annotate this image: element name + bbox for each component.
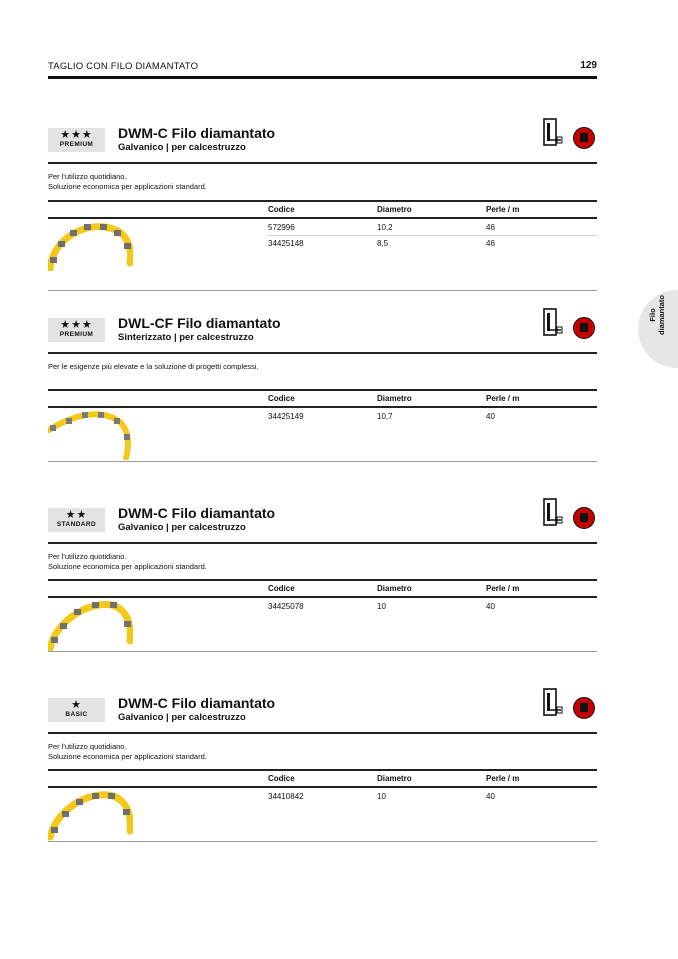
description-line: Per l'utilizzo quotidiano.	[48, 172, 127, 181]
product-subtitle: Sinterizzato | per calcestruzzo	[118, 332, 254, 343]
diamond-wire-image	[48, 599, 133, 651]
cell-code: 34425148	[268, 239, 304, 248]
table-header-rule	[48, 596, 597, 598]
product-description	[48, 172, 207, 192]
cell-beads: 40	[486, 602, 495, 611]
cell-diameter: 10,7	[377, 412, 393, 421]
wire-saw-machine-icon	[543, 118, 563, 146]
product-section	[48, 690, 597, 845]
product-subtitle: Galvanico | per calcestruzzo	[118, 712, 246, 723]
cell-diameter: 10	[377, 602, 386, 611]
rating-stars: ★	[71, 699, 82, 711]
section-rule	[48, 162, 597, 164]
rating-label: PREMIUM	[59, 141, 94, 148]
col-header-beads: Perle / m	[486, 394, 520, 403]
product-title: DWL-CF Filo diamantato	[118, 315, 281, 331]
col-header-diameter: Diametro	[377, 584, 412, 593]
rating-stars: ★★★	[60, 319, 93, 331]
rating-label: PREMIUM	[59, 331, 94, 338]
cell-code: 34425078	[268, 602, 304, 611]
cell-diameter: 10,2	[377, 223, 393, 232]
cell-beads: 40	[486, 792, 495, 801]
table-top-rule	[48, 769, 597, 771]
col-header-code: Codice	[268, 774, 295, 783]
rating-badge	[48, 318, 105, 342]
product-section	[48, 500, 597, 655]
side-tab-line2: diamantato	[657, 295, 666, 336]
table-top-rule	[48, 200, 597, 202]
row-rule	[268, 235, 597, 236]
wire-saw-machine-icon	[543, 308, 563, 336]
header-rule	[48, 76, 597, 79]
cell-code: 34410842	[268, 792, 304, 801]
rating-badge	[48, 508, 105, 532]
col-header-code: Codice	[268, 205, 295, 214]
cell-beads: 40	[486, 412, 495, 421]
concrete-material-icon	[573, 507, 595, 529]
cell-diameter: 10	[377, 792, 386, 801]
product-description	[48, 552, 207, 572]
rating-badge	[48, 128, 105, 152]
product-section	[48, 120, 597, 292]
col-header-diameter: Diametro	[377, 774, 412, 783]
col-header-beads: Perle / m	[486, 774, 520, 783]
section-rule	[48, 542, 597, 544]
rating-label: BASIC	[65, 711, 88, 718]
diamond-wire-image	[48, 408, 133, 460]
table-top-rule	[48, 389, 597, 391]
header-title: TAGLIO CON FILO DIAMANTATO	[48, 61, 199, 72]
rating-stars: ★★★	[60, 129, 93, 141]
product-subtitle: Galvanico | per calcestruzzo	[118, 142, 246, 153]
section-rule	[48, 732, 597, 734]
description-line: Per l'utilizzo quotidiano.	[48, 742, 127, 751]
product-title: DWM-C Filo diamantato	[118, 505, 276, 521]
side-tab-label	[648, 288, 666, 342]
cell-code: 572996	[268, 223, 295, 232]
cell-beads: 46	[486, 223, 495, 232]
cell-beads: 46	[486, 239, 495, 248]
section-rule	[48, 352, 597, 354]
rating-badge	[48, 698, 105, 722]
cell-code: 34425149	[268, 412, 304, 421]
side-tab-line1: Filo	[648, 308, 657, 322]
col-header-beads: Perle / m	[486, 584, 520, 593]
concrete-material-icon	[573, 317, 595, 339]
product-title: DWM-C Filo diamantato	[118, 695, 276, 711]
page-number: 129	[580, 60, 597, 71]
section-bottom-rule	[48, 461, 597, 462]
col-header-code: Codice	[268, 394, 295, 403]
col-header-code: Codice	[268, 584, 295, 593]
col-header-diameter: Diametro	[377, 205, 412, 214]
description-line: Soluzione economica per applicazioni standard.	[48, 182, 207, 191]
description-line: Soluzione economica per applicazioni standard.	[48, 752, 207, 761]
product-description	[48, 362, 259, 372]
section-bottom-rule	[48, 651, 597, 652]
concrete-material-icon	[573, 697, 595, 719]
description-line: Soluzione economica per applicazioni standard.	[48, 562, 207, 571]
rating-stars: ★★	[65, 509, 88, 521]
page-header	[48, 61, 597, 75]
diamond-wire-image	[48, 219, 133, 271]
product-section	[48, 310, 597, 465]
rating-label: STANDARD	[56, 521, 97, 528]
table-header-rule	[48, 786, 597, 788]
section-bottom-rule	[48, 841, 597, 842]
table-top-rule	[48, 579, 597, 581]
concrete-material-icon	[573, 127, 595, 149]
col-header-diameter: Diametro	[377, 394, 412, 403]
section-bottom-rule	[48, 290, 597, 291]
diamond-wire-image	[48, 789, 133, 841]
cell-diameter: 8,5	[377, 239, 389, 248]
description-line: Per l'utilizzo quotidiano.	[48, 552, 127, 561]
description-line: Per le esigenze più elevate e la soluzione di progetti complessi.	[48, 362, 259, 371]
wire-saw-machine-icon	[543, 688, 563, 716]
col-header-beads: Perle / m	[486, 205, 520, 214]
wire-saw-machine-icon	[543, 498, 563, 526]
product-description	[48, 742, 207, 762]
product-subtitle: Galvanico | per calcestruzzo	[118, 522, 246, 533]
product-title: DWM-C Filo diamantato	[118, 125, 276, 141]
